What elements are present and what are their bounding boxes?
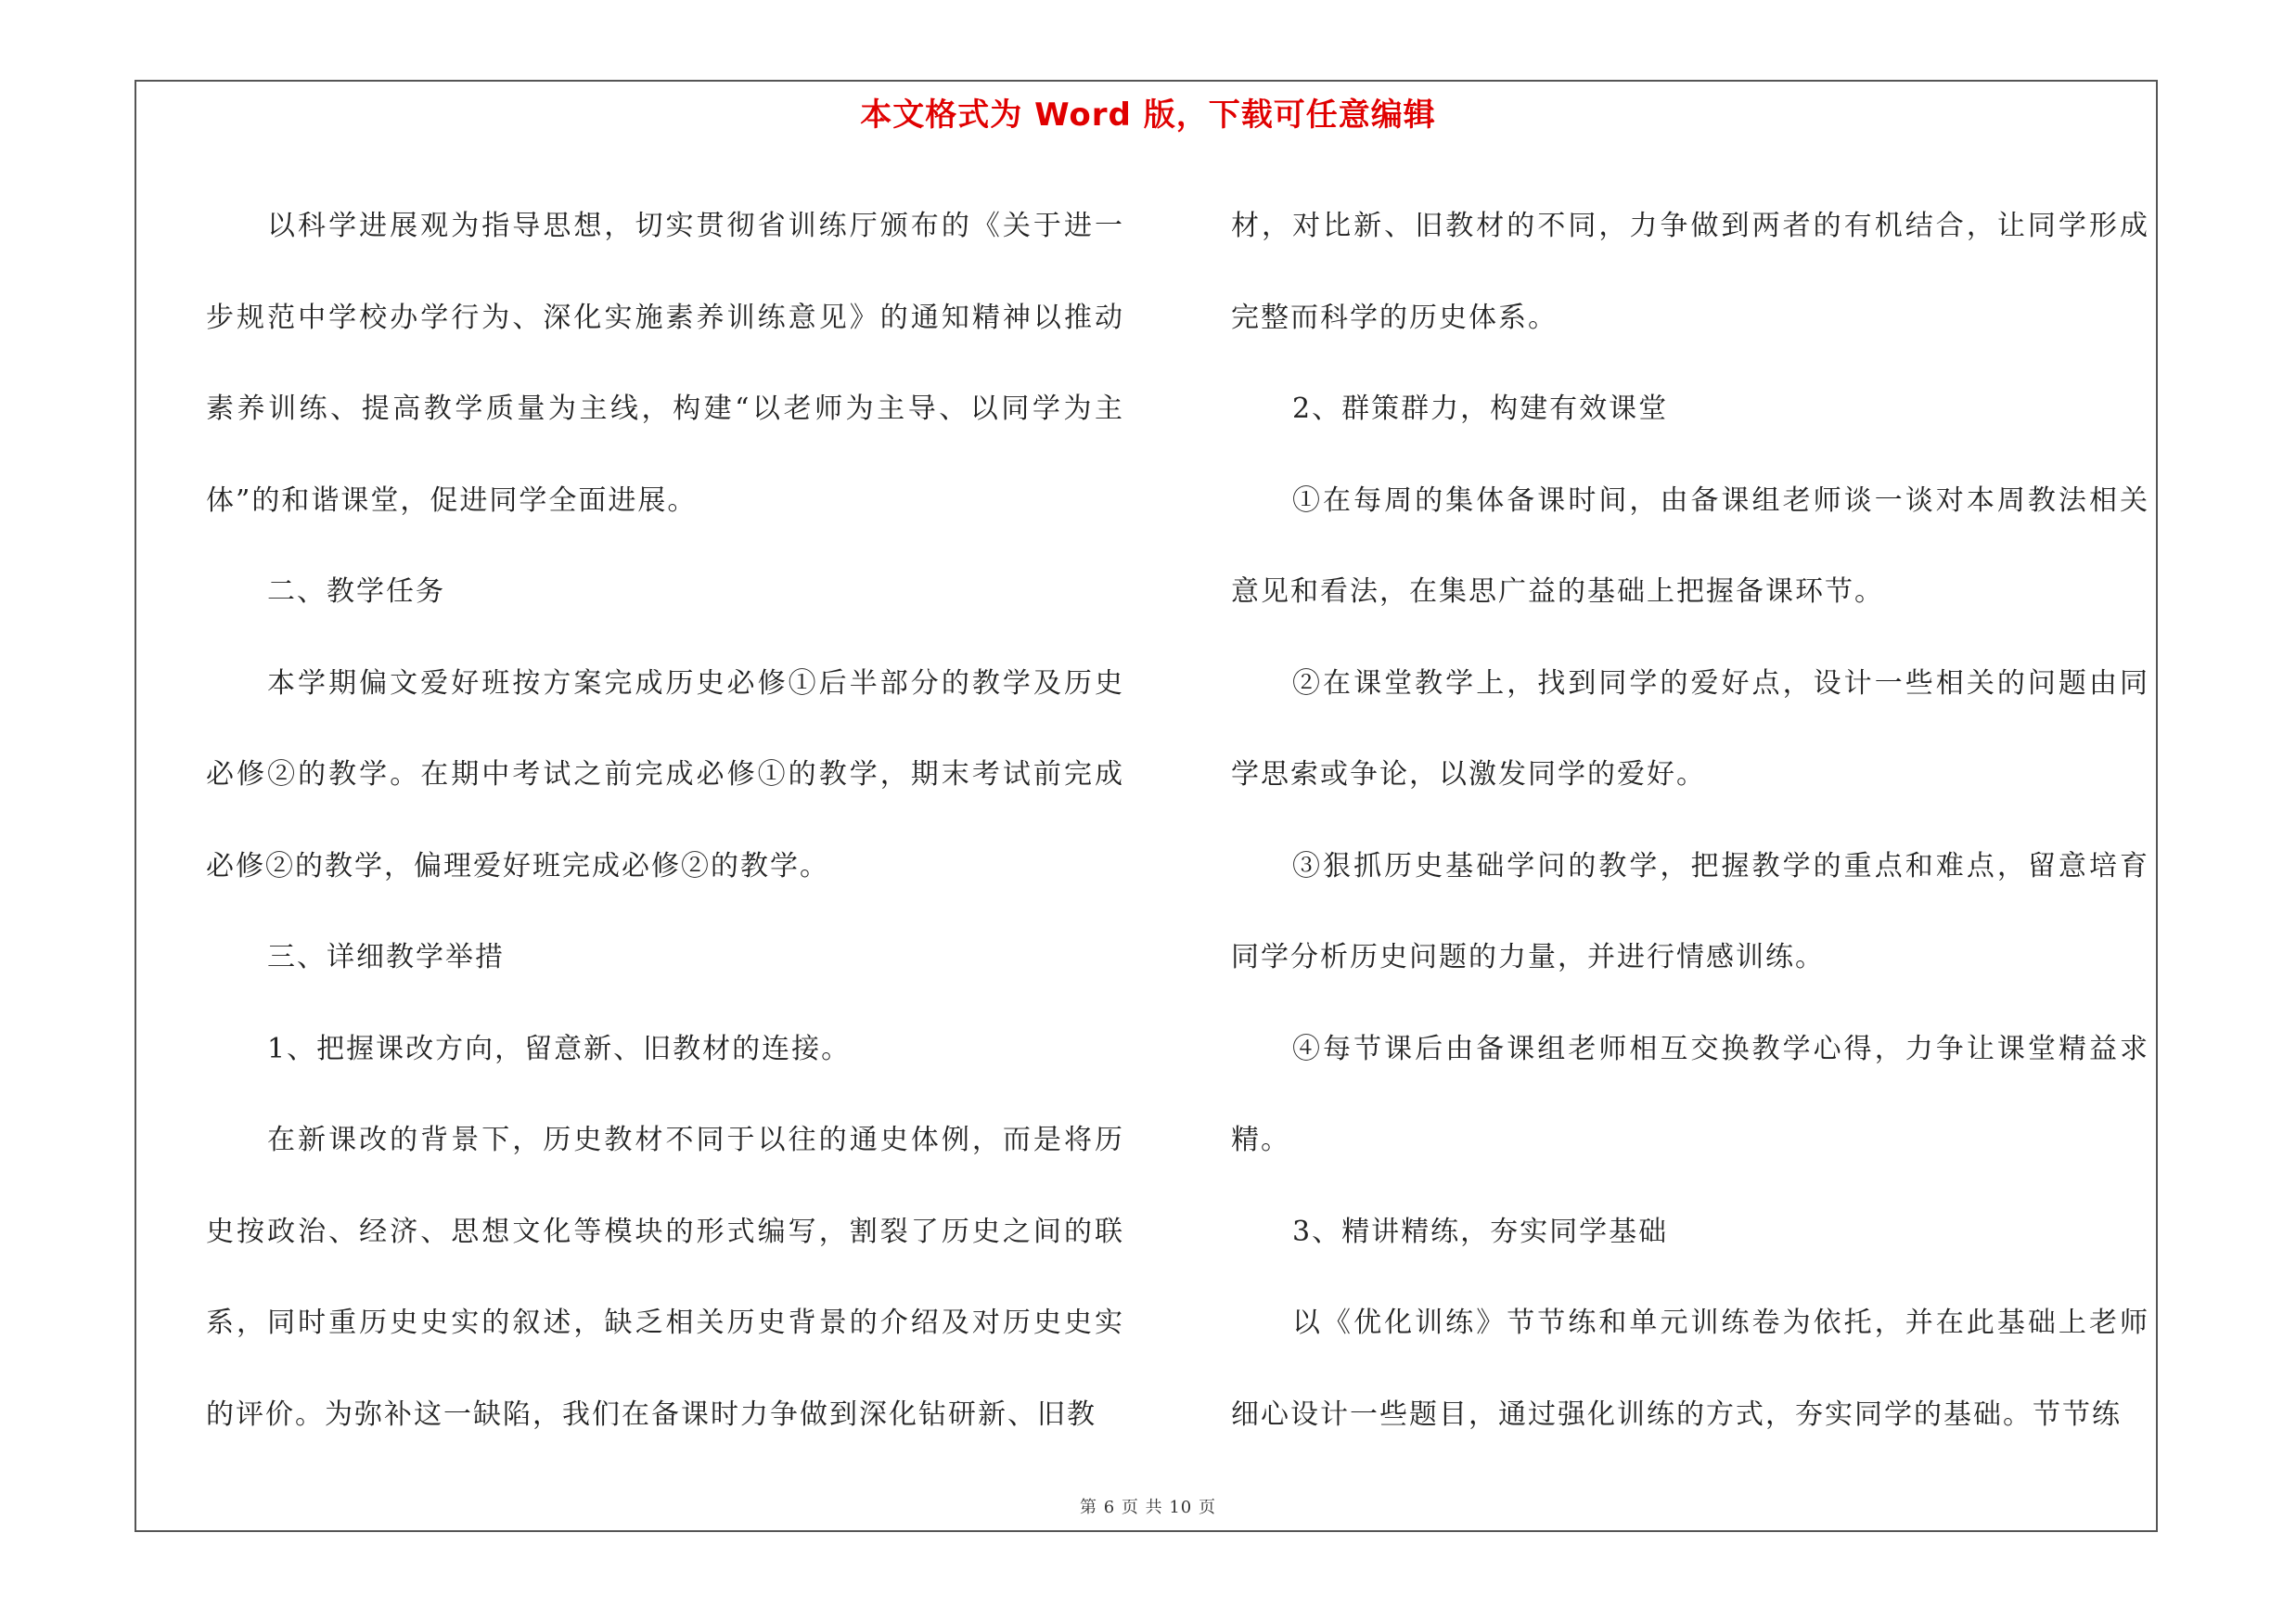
page-number: 第 6 页 共 10 页 xyxy=(1080,1498,1216,1517)
list-item: ④每节课后由备课组老师相互交换教学心得，力争让课堂精益求精。 xyxy=(1231,1032,2149,1156)
left-column xyxy=(206,181,1124,1461)
paragraph-continuation: 材，对比新、旧教材的不同，力争做到两者的有机结合，让同学形成完整而科学的历史体系。 xyxy=(1231,210,2149,334)
paragraph: 以科学进展观为指导思想，切实贯彻省训练厅颁布的《关于进一步规范中学校办学行为、深化实施素养训练意见》的通知精神以推动素养训练、提高教学质量为主线，构建“以老师为主导、以同学为主体”的和谐课堂，促进同学全面进展。 xyxy=(206,210,1124,517)
right-column xyxy=(1231,181,2149,1461)
subsection-heading: 3、精讲精练，夯实同学基础 xyxy=(1292,1215,1669,1248)
list-item: ③狠抓历史基础学问的教学，把握教学的重点和难点，留意培育同学分析历史问题的力量，并进行情感训练。 xyxy=(1231,849,2149,973)
paragraph: 本学期偏文爱好班按方案完成历史必修①后半部分的教学及历史必修②的教学。在期中考试之前完成必修①的教学，期末考试前完成必修②的教学，偏理爱好班完成必修②的教学。 xyxy=(206,666,1124,882)
subsection-heading: 2、群策群力，构建有效课堂 xyxy=(1292,393,1669,425)
subsection-heading: 1、把握课改方向，留意新、旧教材的连接。 xyxy=(267,1032,852,1065)
list-item: ②在课堂教学上，找到同学的爱好点，设计一些相关的问题由同学思索或争论，以激发同学的爱好。 xyxy=(1231,666,2149,791)
header-banner: 本文格式为 Word 版，下载可任意编辑 xyxy=(860,97,1436,134)
paragraph: 在新课改的背景下，历史教材不同于以往的通史体例，而是将历史按政治、经济、思想文化等模块的形式编写，割裂了历史之间的联系，同时重历史史实的叙述，缺乏相关历史背景的介绍及对历史史实的评价。为弥补这一缺陷，我们在备课时力争做到深化钻研新、旧教 xyxy=(206,1124,1124,1431)
paragraph: 以《优化训练》节节练和单元训练卷为依托，并在此基础上老师细心设计一些题目，通过强化训练的方式，夯实同学的基础。节节练 xyxy=(1231,1307,2149,1431)
list-item: ①在每周的集体备课时间，由备课组老师谈一谈对本周教法相关意见和看法，在集思广益的基础上把握备课环节。 xyxy=(1231,483,2149,608)
section-heading: 二、教学任务 xyxy=(267,575,445,608)
section-heading: 三、详细教学举措 xyxy=(267,941,505,973)
